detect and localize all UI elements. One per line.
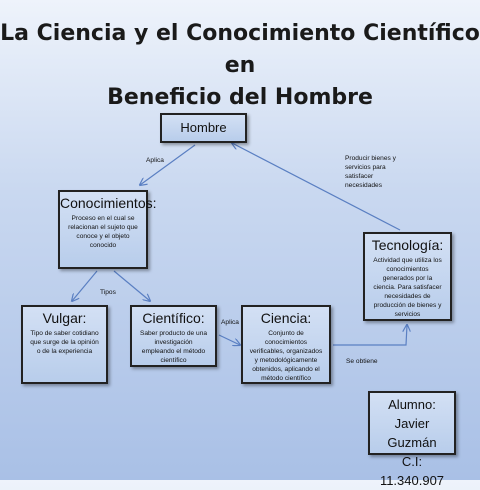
node-ciencia-description: Conjunto de conocimientos verificables, organizados y metodológicamente obtenidos, aplicando el método científico	[249, 330, 323, 382]
node-cientifico-description: Saber producto de una investigación empleando el método científico	[139, 330, 208, 364]
node-tecnologia	[363, 232, 452, 321]
student-id: C.I: 11.340.907	[379, 454, 445, 488]
arrow-ciencia-to-tecnologia	[333, 325, 407, 345]
node-cientifico-title: Científico:	[142, 310, 205, 326]
student-name: Javier Guzmán	[387, 416, 437, 450]
title-line-2: Beneficio del Hombre	[107, 85, 373, 110]
node-vulgar-title: Vulgar:	[42, 310, 87, 326]
node-vulgar-description: Tipo de saber cotidiano que surge de la opinión o de la experiencia	[30, 330, 99, 355]
edge-label-se-obtiene: Se obtiene	[346, 358, 378, 365]
student-label: Alumno:	[388, 397, 436, 412]
arrow-hombre-to-conocimientos	[140, 145, 195, 185]
node-conocimientos-title: Conocimientos:	[60, 195, 157, 211]
edge-label-aplica: Aplica	[146, 157, 164, 164]
node-ciencia	[241, 305, 331, 384]
arrow-conocimientos-to-cientifico	[114, 271, 150, 301]
node-tecnologia-title: Tecnología:	[371, 237, 444, 253]
arrow-cientifico-to-ciencia	[219, 335, 240, 345]
node-hombre	[160, 113, 247, 143]
student-info-box	[368, 391, 456, 488]
arrow-conocimientos-to-vulgar	[72, 271, 97, 301]
title-line-1: La Ciencia y el Conocimiento Científico en	[0, 21, 480, 78]
edge-label-producir: Producir bienes y servicios para satisfacer necesidades	[345, 155, 396, 189]
node-hombre-title: Hombre	[180, 120, 227, 135]
edge-label-tipos: Tipos	[100, 289, 116, 296]
node-ciencia-title: Ciencia:	[260, 310, 312, 326]
node-cientifico	[130, 305, 217, 367]
node-vulgar	[21, 305, 108, 384]
node-conocimientos	[58, 190, 157, 269]
node-conocimientos-description: Proceso en el cual se relacionan el sujeto que conoce y el objeto conocido	[68, 215, 138, 249]
edge-label-aplica-2: Aplica	[221, 319, 239, 326]
node-tecnologia-description: Actividad que utiliza los conocimientos generados por la ciencia. Para satisfacer necesidades de producción de bienes y servicios	[373, 257, 442, 318]
